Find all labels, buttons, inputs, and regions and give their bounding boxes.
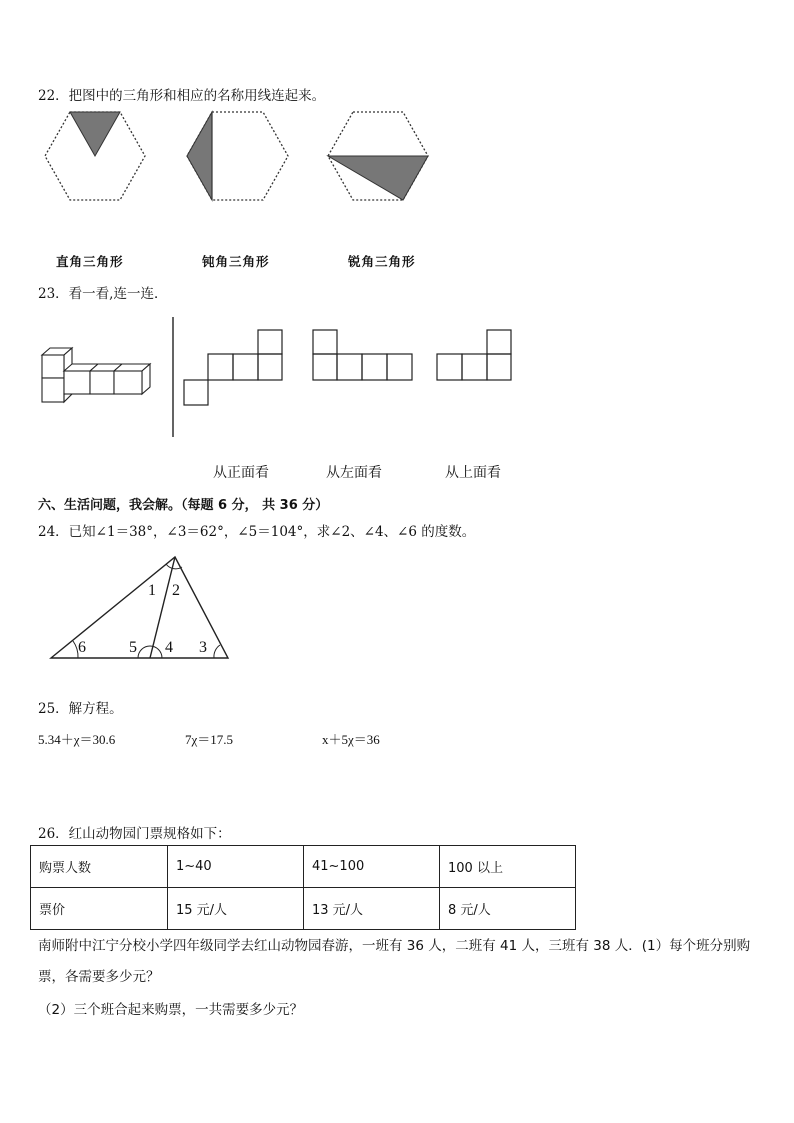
- view-label-front: 从正面看: [213, 465, 269, 481]
- angle-label-3: 3: [199, 639, 207, 656]
- equation-2: 7χ＝17.5: [185, 732, 234, 747]
- angle-label-4: 4: [165, 639, 173, 656]
- q25-title: 25．解方程。: [38, 701, 123, 717]
- q24-title: 24．已知∠1＝38°，∠3＝62°，∠5＝104°，求∠2、∠4、∠6 的度数。: [38, 524, 476, 540]
- table-header-cell: 购票人数: [31, 846, 168, 888]
- label-acute-triangle: 锐角三角形: [348, 254, 416, 269]
- table-header-cell: 41~100: [304, 846, 440, 888]
- table-header-cell: 100 以上: [440, 846, 576, 888]
- cube-arrangement: [42, 348, 150, 402]
- label-right-triangle: 直角三角形: [56, 254, 124, 269]
- equation-3: x＋5χ＝36: [322, 732, 380, 747]
- ticket-price-table: [30, 845, 576, 930]
- view-top-grid: [437, 330, 511, 380]
- view-label-top: 从上面看: [445, 465, 501, 481]
- q22-title: 22．把图中的三角形和相应的名称用线连起来。: [38, 88, 326, 104]
- hexagon-obtuse-triangle: [187, 112, 288, 200]
- q26-question-2: （2）三个班合起来购票，一共需要多少元？: [38, 1002, 304, 1018]
- table-row: [31, 846, 576, 888]
- hexagon-right-triangle: [45, 112, 145, 200]
- view-front-grid: [184, 330, 282, 405]
- angle-label-2: 2: [172, 582, 180, 599]
- table-header-cell: 1~40: [168, 846, 304, 888]
- angle-label-1: 1: [148, 582, 156, 599]
- angle-label-6: 6: [78, 639, 86, 656]
- q23-title: 23．看一看,连一连．: [38, 286, 168, 302]
- q26-paragraph-line-2: 票，各需要多少元？: [38, 969, 160, 985]
- table-cell: 票价: [31, 888, 168, 930]
- q26-title: 26．红山动物园门票规格如下：: [38, 826, 231, 842]
- view-left-grid: [313, 330, 412, 380]
- table-row: [31, 888, 576, 930]
- q26-paragraph-line-1: 南师附中江宁分校小学四年级同学去红山动物园春游，一班有 36 人，二班有 41 人，三班有 38 人．(1）每个班分别购: [38, 938, 751, 954]
- q23-figures: [0, 315, 794, 445]
- section-6-title: 六、生活问题，我会解。（每题 6 分， 共 36 分）: [38, 498, 329, 513]
- table-cell: 13 元/人: [304, 888, 440, 930]
- table-cell: 15 元/人: [168, 888, 304, 930]
- view-label-left: 从左面看: [326, 465, 382, 481]
- q22-hexagons: [0, 100, 794, 260]
- q24-triangle-figure: [0, 545, 794, 670]
- hexagon-acute-triangle: [328, 112, 428, 200]
- equation-1: 5.34＋χ＝30.6: [38, 732, 116, 747]
- table-cell: 8 元/人: [440, 888, 576, 930]
- angle-label-5: 5: [129, 639, 137, 656]
- label-obtuse-triangle: 钝角三角形: [202, 254, 270, 269]
